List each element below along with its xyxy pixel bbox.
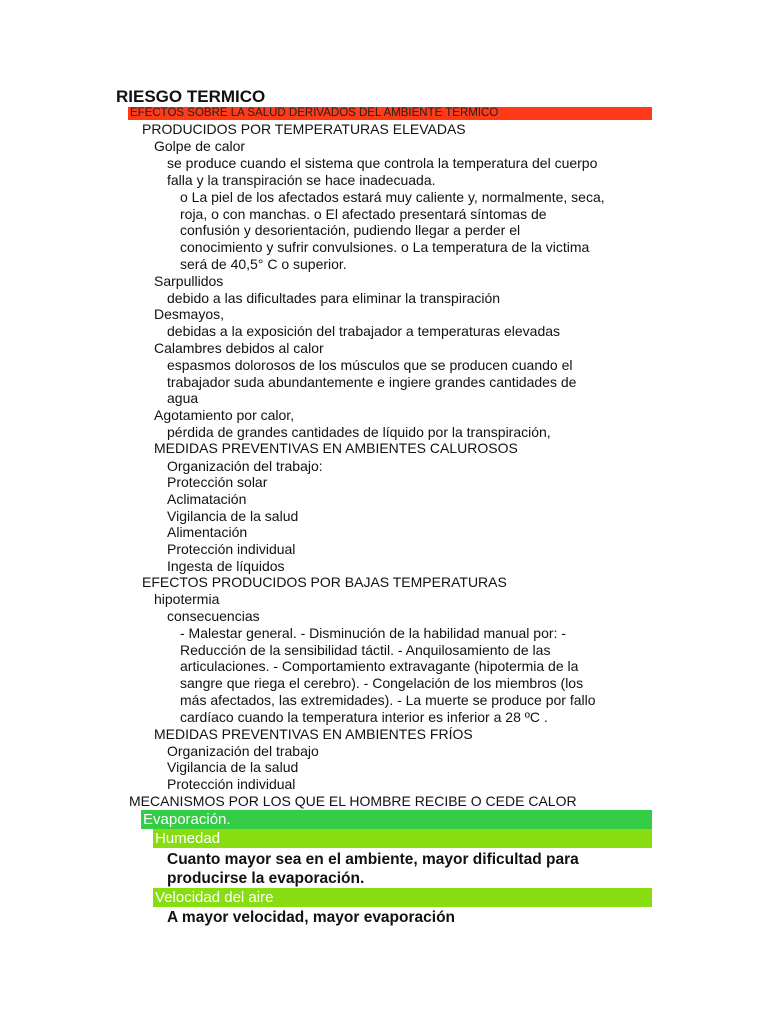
outline-line: Protección individual [167,541,296,557]
outline-line: Agotamiento por calor, [154,407,295,423]
outline-line: Sarpullidos [154,273,224,289]
section-bar-evaporacion: Evaporación. [141,810,652,829]
outline-line: falla y la transpiración se hace inadecuada. [167,172,436,188]
outline-line: Calambres debidos al calor [154,340,324,356]
outline-line: Golpe de calor [154,138,246,154]
velocidad-text: A mayor velocidad, mayor evaporación [167,909,456,926]
outline-line: más afectados, las extremidades). - La muerte se produce por fallo [180,692,596,708]
outline-line: Protección individual [167,776,296,792]
outline-line: Organización del trabajo: [167,458,323,474]
outline-line: Ingesta de líquidos [167,558,285,574]
outline-line: MECANISMOS POR LOS QUE EL HOMBRE RECIBE O CEDE CALOR [129,793,577,809]
outline-line: cardíaco cuando la temperatura interior es inferior a 28 ºC . [180,709,548,725]
outline-line: debidas a la exposición del trabajador a temperaturas elevadas [167,323,561,339]
outline-line: PRODUCIDOS POR TEMPERATURAS ELEVADAS [142,121,466,137]
outline-line: Vigilancia de la salud [167,759,299,775]
outline-line: espasmos dolorosos de los músculos que se producen cuando el [167,357,573,373]
outline-line: - Malestar general. - Disminución de la habilidad manual por: - [180,625,566,641]
outline-line: Organización del trabajo [167,743,319,759]
outline-line: agua [167,390,199,406]
outline-line: o La piel de los afectados estará muy caliente y, normalmente, seca, [180,189,605,205]
outline-line: debido a las dificultades para eliminar la transpiración [167,290,501,306]
outline-line: hipotermia [154,591,220,607]
outline-line: Reducción de la sensibilidad táctil. - Anquilosamiento de las [180,642,551,658]
section-bar-humedad: Humedad [153,829,652,848]
page-title: RIESGO TERMICO [116,87,266,106]
outline-line: Desmayos, [154,306,225,322]
outline-line: será de 40,5° C o superior. [180,256,347,272]
outline-line: EFECTOS PRODUCIDOS POR BAJAS TEMPERATURAS [142,574,507,590]
outline-line: roja, o con manchas. o El afectado presentará síntomas de [180,206,547,222]
outline-line: Alimentación [167,524,248,540]
section-bar-velocidad: Velocidad del aire [153,888,652,907]
outline-line: consecuencias [167,608,260,624]
outline-line: trabajador suda abundantemente e ingiere grandes cantidades de [167,374,577,390]
outline-line: Vigilancia de la salud [167,508,299,524]
outline-line: Protección solar [167,474,268,490]
outline-line: confusión y desorientación, pudiendo llegar a perder el [180,222,521,238]
humedad-text-line: producirse la evaporación. [167,870,365,887]
outline-line: articulaciones. - Comportamiento extravagante (hipotermia de la [180,658,579,674]
section-bar-efectos: EFECTOS SOBRE LA SALUD DERIVADOS DEL AMBIENTE TÉRMICO [128,107,652,120]
outline-line: sangre que riega el cerebro). - Congelación de los miembros (los [180,675,584,691]
outline-line: Aclimatación [167,491,247,507]
outline-line: MEDIDAS PREVENTIVAS EN AMBIENTES CALUROSOS [154,440,518,456]
outline-line: MEDIDAS PREVENTIVAS EN AMBIENTES FRÍOS [154,726,473,742]
outline-line: conocimiento y sufrir convulsiones. o La temperatura de la victima [180,239,590,255]
outline-line: se produce cuando el sistema que controla la temperatura del cuerpo [167,155,598,171]
outline-line: pérdida de grandes cantidades de líquido por la transpiración, [167,424,551,440]
humedad-text-line: Cuanto mayor sea en el ambiente, mayor dificultad para [167,851,579,868]
